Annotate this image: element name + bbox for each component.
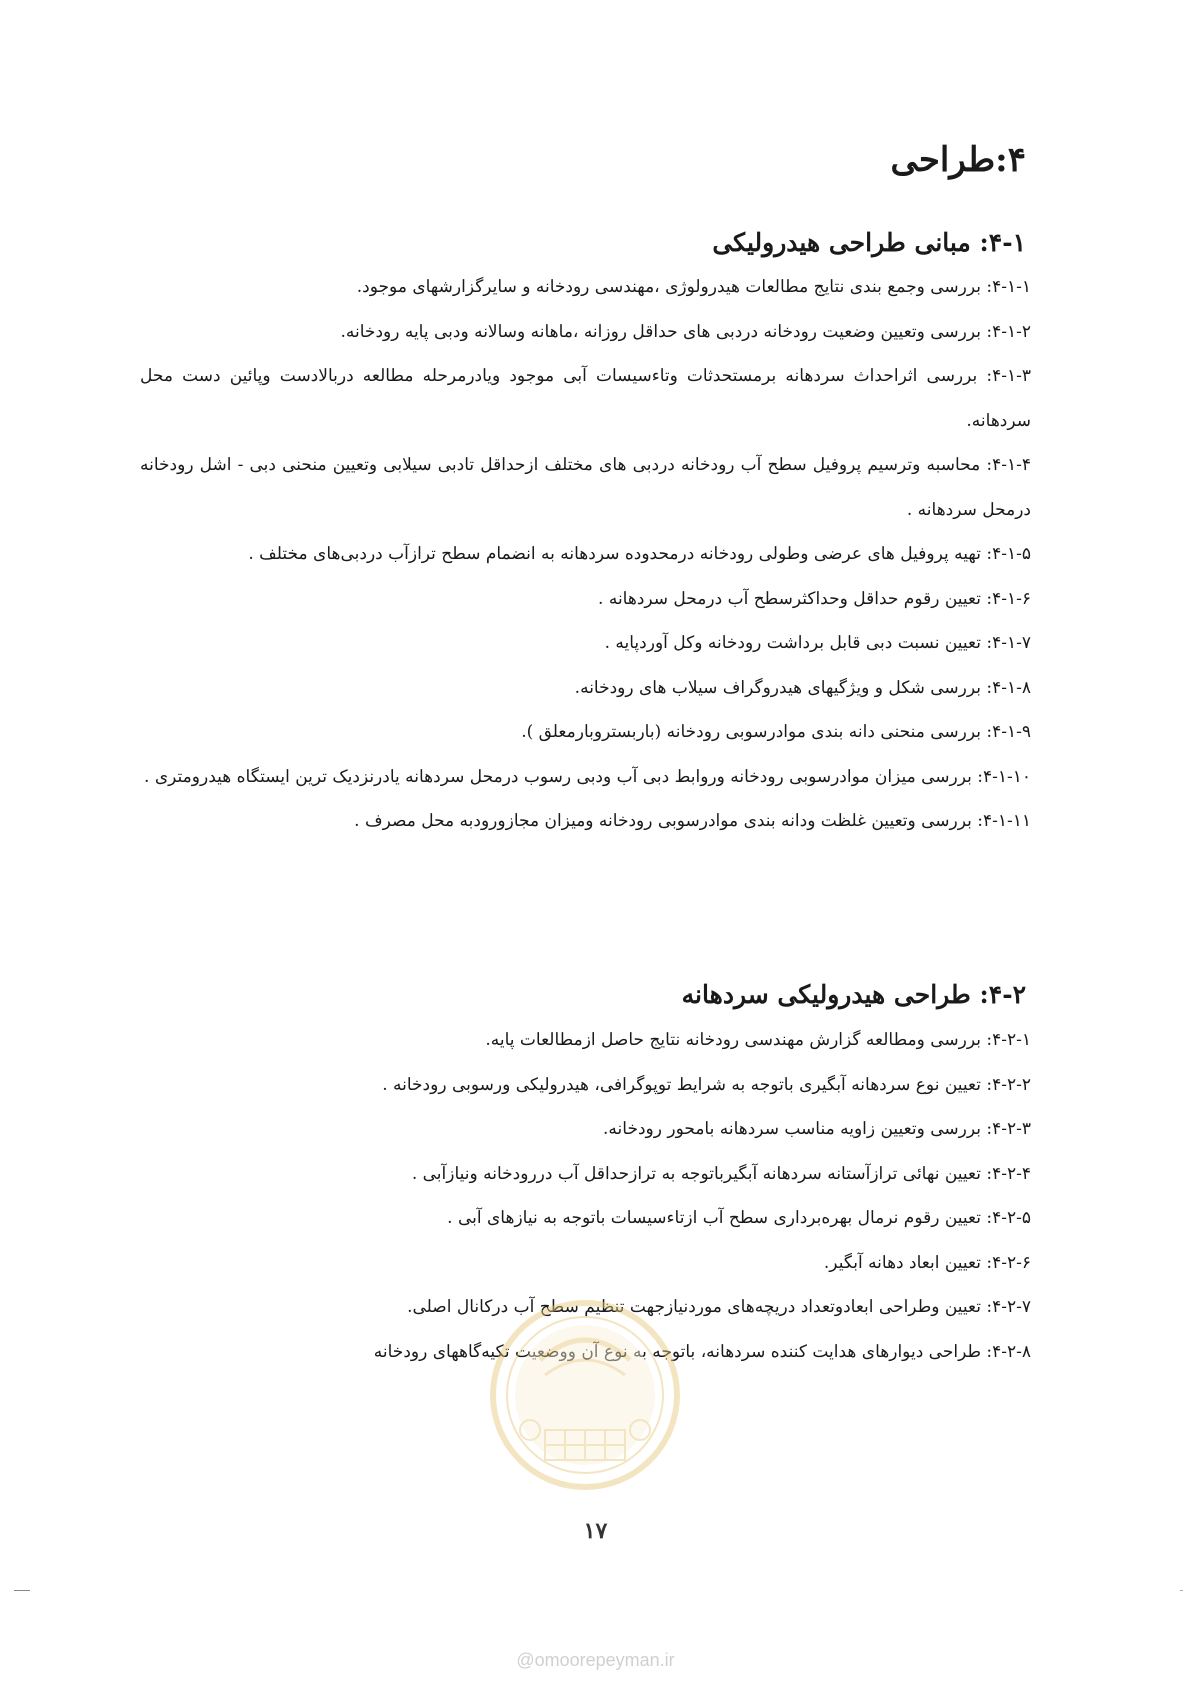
list-item: ۴-۱-۶: تعیین رقوم حداقل وحداکثرسطح آب درمحل سردهانه . — [598, 588, 1031, 609]
chapter-title: ۴:طراحی — [890, 140, 1026, 180]
list-item: ۴-۱-۸: بررسی شکل و ویژگیهای هیدروگراف سیلاب های رودخانه. — [574, 677, 1031, 698]
list-item: ۴-۲-۷: تعیین وطراحی ابعادوتعداد دریچه‌های موردنیازجهت تنظیم سطح آب درکانال اصلی. — [407, 1297, 1031, 1317]
list-item: ۴-۲-۵: تعیین رقوم نرمال بهره‌برداری سطح آب ازتاءسیسات باتوجه به نیازهای آبی . — [447, 1208, 1031, 1228]
list-item: ۴-۱-۲: بررسی وتعیین وضعیت رودخانه دردبی های حداقل روزانه ،ماهانه وسالانه ودبی پایه رودخانه. — [340, 321, 1031, 342]
list-item: ۴-۲-۴: تعیین نهائی ترازآستانه سردهانه آبگیرباتوجه به ترازحداقل آب دررودخانه ونیازآبی . — [411, 1163, 1031, 1184]
section-body-hydraulic-basics — [140, 265, 1031, 844]
list-item: ۴-۲-۳: بررسی وتعیین زاویه مناسب سردهانه بامحور رودخانه. — [603, 1119, 1031, 1139]
seal-watermark-icon — [485, 1290, 685, 1510]
list-item: ۴-۱-۴: محاسبه وترسیم پروفیل سطح آب رودخانه دردبی های مختلف ازحداقل تادبی سیلابی وتعیین منحنی دبی - اشل رودخانه درمحل سردهانه . — [140, 455, 1031, 520]
list-item: ۴-۱-۱: بررسی وجمع بندی نتایج مطالعات هیدرولوژی ،مهندسی رودخانه و سایرگزارشهای موجود. — [356, 277, 1031, 297]
list-item: ۴-۲-۸: طراحی دیوارهای هدایت کننده سردهانه، باتوجه به نوع آن ووضعیت تکیه‌گاههای رودخانه — [373, 1341, 1031, 1362]
scan-edge-mark-right — [1180, 1590, 1183, 1591]
page-number: ۱۷ — [583, 1518, 608, 1544]
list-item: ۴-۱-۷: تعیین نسبت دبی قابل برداشت رودخانه وکل آوردپایه . — [604, 633, 1031, 653]
list-item: ۴-۲-۶: تعیین ابعاد دهانه آبگیر. — [823, 1252, 1031, 1273]
site-footer-link[interactable]: @omoorepeyman.ir — [516, 1650, 675, 1670]
scan-edge-mark-left — [14, 1590, 30, 1591]
list-item: ۴-۱-۱۱: بررسی وتعیین غلظت ودانه بندی موادرسوبی رودخانه ومیزان مجازورودبه محل مصرف . — [354, 811, 1031, 831]
list-item: ۴-۲-۲: تعیین نوع سردهانه آبگیری باتوجه به شرایط توپوگرافی، هیدرولیکی ورسوبی رودخانه . — [382, 1074, 1031, 1095]
list-item: ۴-۱-۹: بررسی منحنی دانه بندی موادرسوبی رودخانه (باربستروبارمعلق ). — [521, 722, 1031, 742]
list-item: ۴-۲-۱: بررسی ومطالعه گزارش مهندسی رودخانه نتایج حاصل ازمطالعات پایه. — [485, 1030, 1031, 1050]
list-item: ۴-۱-۳: بررسی اثراحداث سردهانه برمستحدثات وتاءسیسات آبی موجود ویادرمرحله مطالعه دربالادست وپائین دست محل سردهانه. — [140, 366, 1031, 431]
list-item: ۴-۱-۱۰: بررسی میزان موادرسوبی رودخانه وروابط دبی آب ودبی رسوب درمحل سردهانه یادرنزدیک ترین ایستگاه هیدرومتری . — [144, 766, 1031, 787]
list-item: ۴-۱-۵: تهیه پروفیل های عرضی وطولی رودخانه درمحدوده سردهانه به انضمام سطح ترازآب دردبی‌های مختلف . — [248, 544, 1031, 564]
section-title-hydraulic-basics: ۴-۱: مبانی طراحی هیدرولیکی — [712, 228, 1026, 257]
section-title-intake-design: ۴-۲: طراحی هیدرولیکی سردهانه — [681, 980, 1026, 1009]
